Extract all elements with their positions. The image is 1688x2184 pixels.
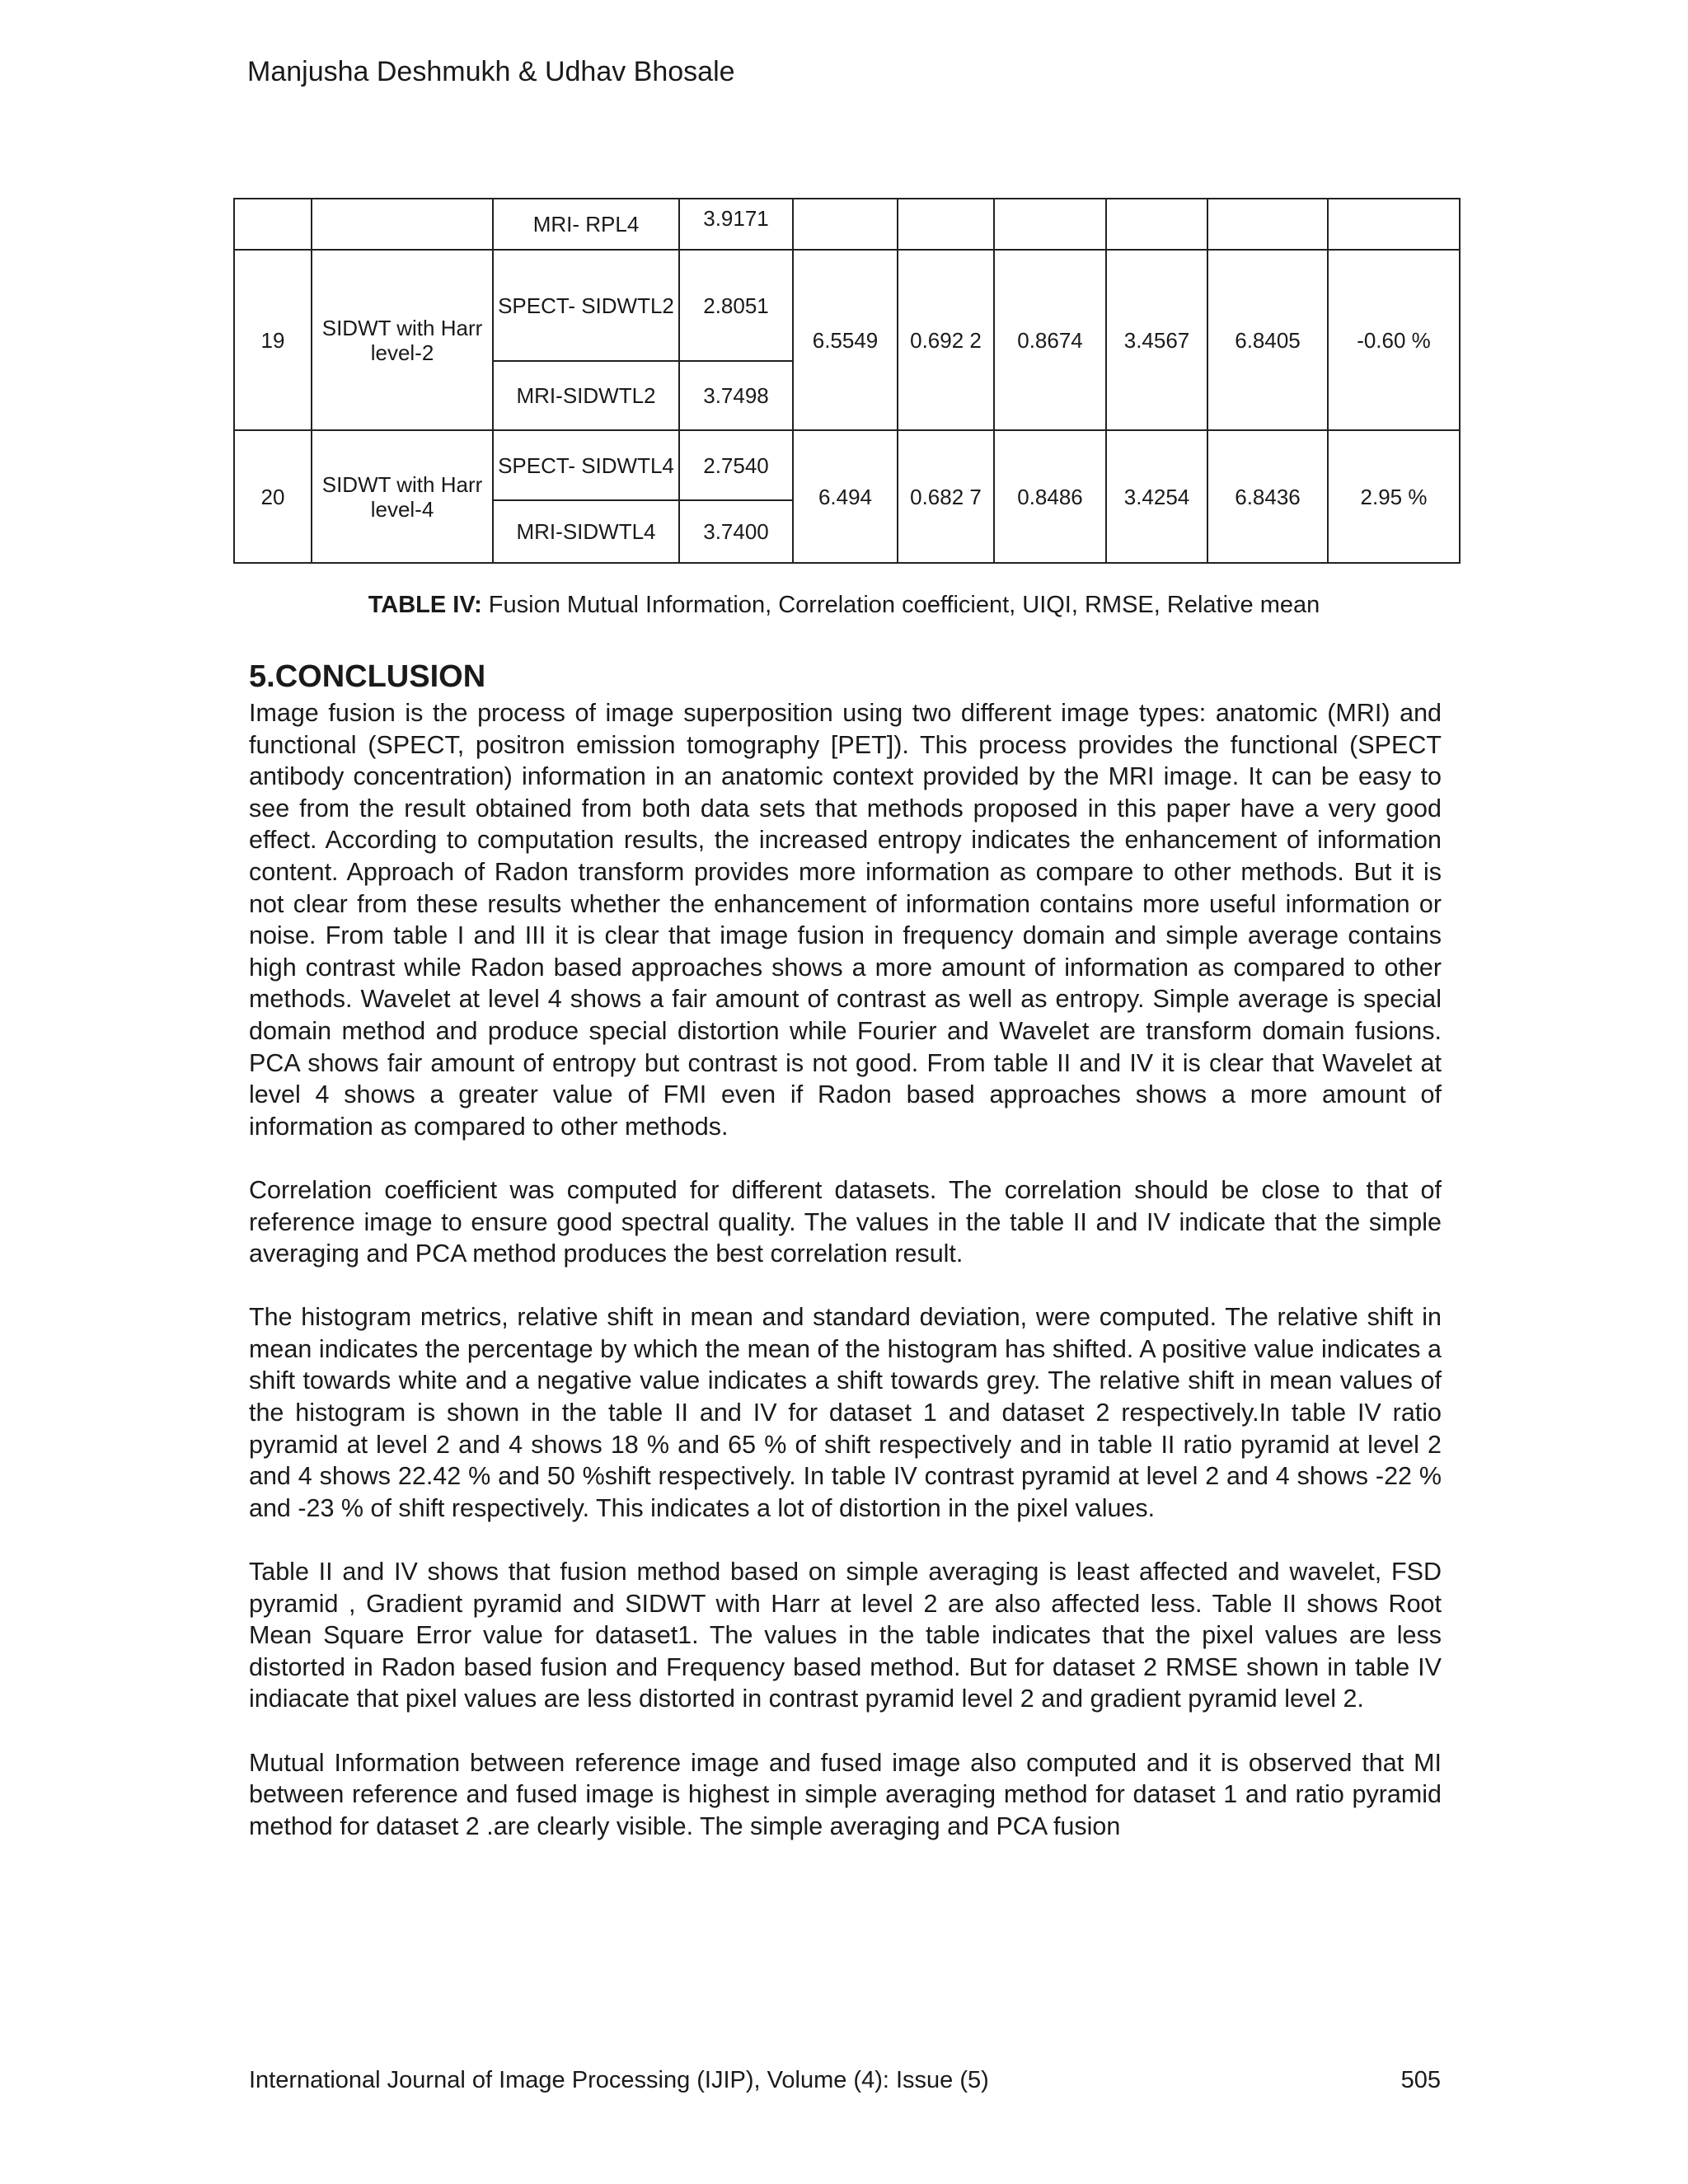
caption-label: TABLE IV: [368, 592, 482, 618]
section-title: 5.CONCLUSION [249, 659, 486, 694]
row-number: 20 [234, 430, 312, 563]
uiqi-cell: 0.8486 [994, 430, 1106, 563]
paragraph: Mutual Information between reference image and fused image also computed and it is observed that MI between reference and fused image is highest in simple averaging method for dataset 1 and ratio pyramid method for dataset 2 .are clearly visible. The simple averaging and PCA fusion [249, 1748, 1442, 1840]
correlation-cell: 0.682 7 [898, 430, 994, 563]
page-number: 505 [1400, 2067, 1441, 2093]
journal-footer: International Journal of Image Processing (IJIP), Volume (4): Issue (5) [249, 2067, 989, 2093]
value-cell: 2.8051 [679, 250, 793, 361]
table-caption [0, 592, 1688, 619]
table-row [234, 430, 1460, 500]
value-cell: 3.9171 [679, 199, 793, 250]
relative-mean-cell: 2.95 % [1328, 430, 1460, 563]
rmse-cell: 3.4567 [1106, 250, 1207, 430]
results-table [233, 198, 1461, 564]
relative-mean-cell: -0.60 % [1328, 250, 1460, 430]
modality-cell: MRI- RPL4 [493, 199, 679, 250]
table-row [234, 250, 1460, 361]
uiqi-cell: 0.8674 [994, 250, 1106, 430]
running-header: Manjusha Deshmukh & Udhav Bhosale [247, 56, 735, 87]
caption-text: Fusion Mutual Information, Correlation coefficient, UIQI, RMSE, Relative mean [481, 592, 1320, 618]
metric-cell: 6.8436 [1207, 430, 1328, 563]
modality-cell: MRI-SIDWTL2 [493, 361, 679, 430]
modality-cell: MRI-SIDWTL4 [493, 500, 679, 563]
method-cell: SIDWT with Harr level-2 [312, 250, 493, 430]
metric-cell: 6.8405 [1207, 250, 1328, 430]
paragraph: Image fusion is the process of image superposition using two different image types: anatomic (MRI) and functional (SPECT, positron emission tomography [PET]). This process provides the functional (SPECT antibody concentration) information in an anatomic context provided by the MRI image. It can be easy to see from the result obtained from both data sets that methods proposed in this paper have a very good effect. According to computation results, the increased entropy indicates the enhancement of information content. Approach of Radon transform provides more information as compare to other methods. But it is not clear from these results whether the enhancement of information contains more useful information or noise. From table I and III it is clear that image fusion in frequency domain and simple average contains high contrast while Radon based approaches shows a more amount of information as compared to other methods. Wavelet at level 4 shows a fair amount of contrast as well as entropy. Simple average is special domain method and produce special distortion while Fourier and Wavelet are transform domain fusions. PCA shows fair amount of entropy but contrast is not good. From table II and IV it is clear that Wavelet at level 4 shows a greater value of FMI even if Radon based approaches shows a more amount of information as compared to other methods. [249, 699, 1442, 1141]
modality-cell: SPECT- SIDWTL2 [493, 250, 679, 361]
table-row [234, 199, 1460, 250]
method-cell: SIDWT with Harr level-4 [312, 430, 493, 563]
paragraph: Table II and IV shows that fusion method based on simple averaging is least affected and wavelet, FSD pyramid , Gradient pyramid and SIDWT with Harr at level 2 are also affected less. Table II shows Root Mean Square Error value for dataset1. The values in the table indicates that the pixel values are less distorted in Radon based fusion and Frequency based method. But for dataset 2 RMSE shown in table IV indiacate that pixel values are less distorted in contrast pyramid level 2 and gradient pyramid level 2. [249, 1558, 1442, 1713]
modality-cell: SPECT- SIDWTL4 [493, 430, 679, 500]
value-cell: 2.7540 [679, 430, 793, 500]
correlation-cell: 0.692 2 [898, 250, 994, 430]
rmse-cell: 3.4254 [1106, 430, 1207, 563]
fmi-cell: 6.5549 [793, 250, 898, 430]
paragraph: The histogram metrics, relative shift in mean and standard deviation, were computed. The relative shift in mean indicates the percentage by which the mean of the histogram has shifted. A positive value indicates a shift towards white and a negative value indicates a shift towards grey. The relative shift in mean values of the histogram is shown in the table II and IV for dataset 1 and dataset 2 respectively.In table IV ratio pyramid at level 2 and 4 shows 18 % and 65 % of shift respectively and in table II ratio pyramid at level 2 and 4 shows 22.42 % and 50 %shift respectively. In table IV contrast pyramid at level 2 and 4 shows -22 % and -23 % of shift respectively. This indicates a lot of distortion in the pixel values. [249, 1303, 1442, 1522]
fmi-cell: 6.494 [793, 430, 898, 563]
paragraph: Correlation coefficient was computed for different datasets. The correlation should be close to that of reference image to ensure good spectral quality. The values in the table II and IV indicate that the simple averaging and PCA method produces the best correlation result. [249, 1175, 1442, 1268]
row-number: 19 [234, 250, 312, 430]
section-body [249, 697, 1442, 1842]
value-cell: 3.7400 [679, 500, 793, 563]
value-cell: 3.7498 [679, 361, 793, 430]
